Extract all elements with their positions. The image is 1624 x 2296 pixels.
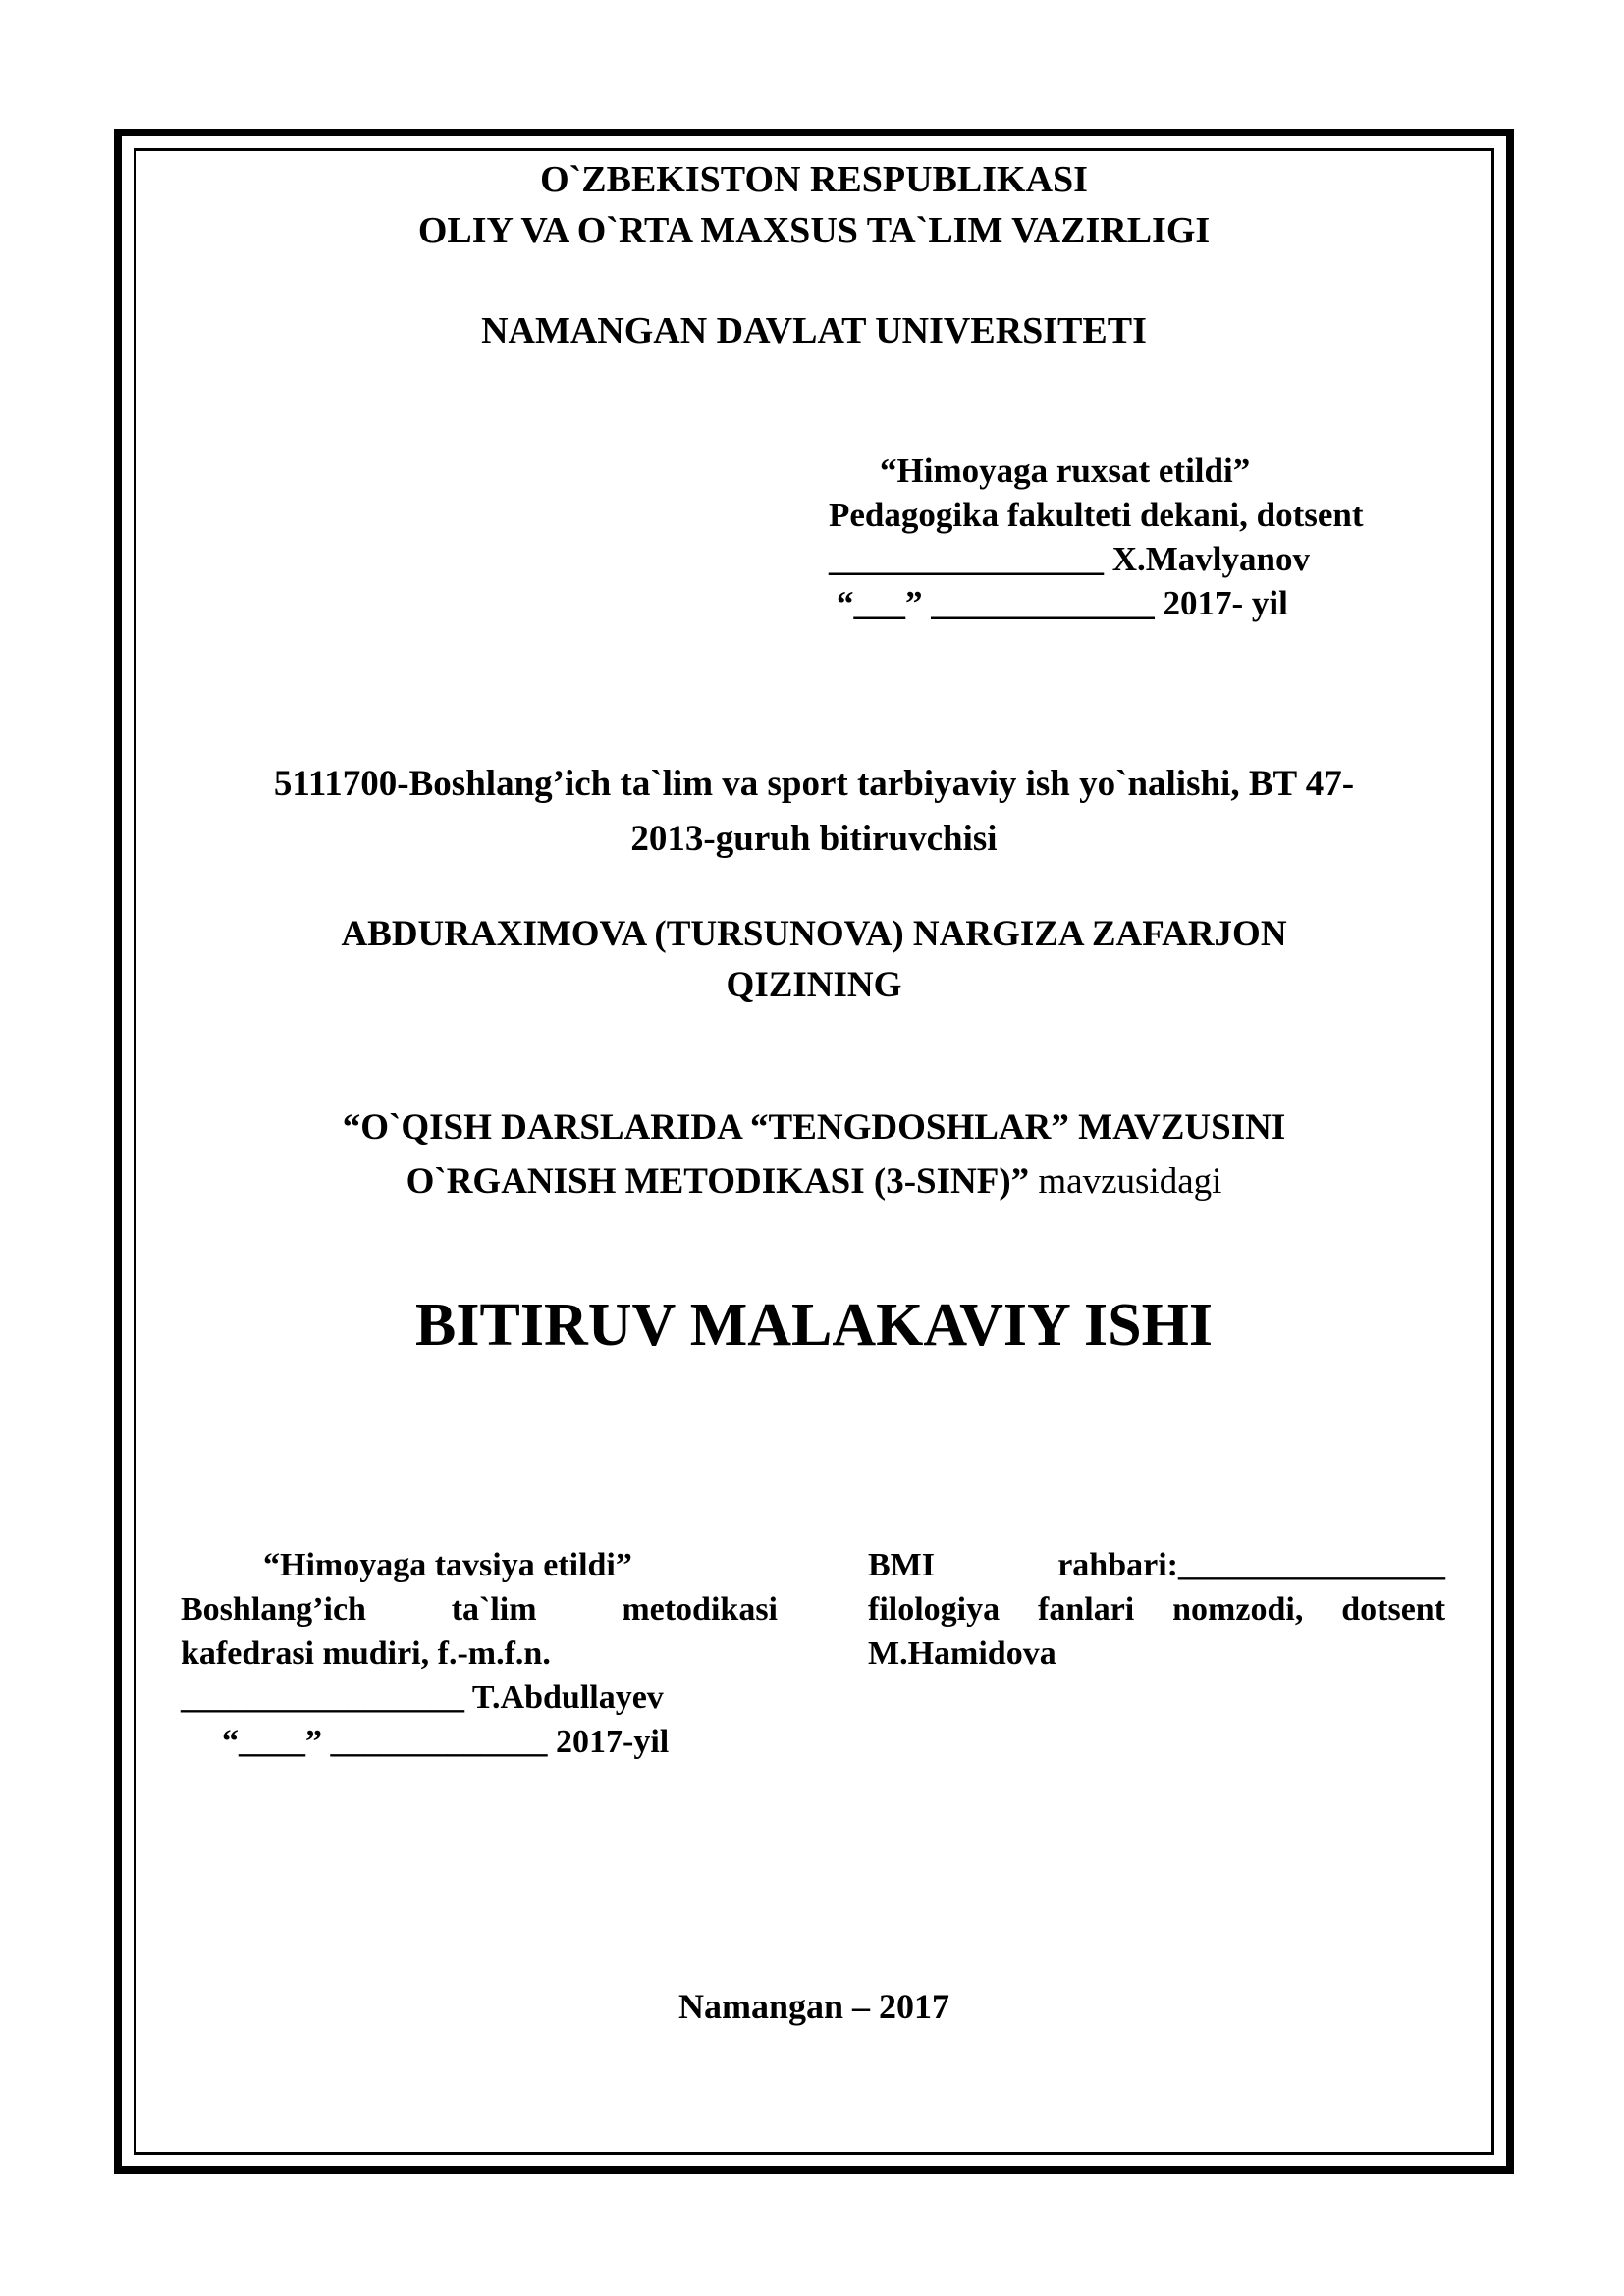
recommendation-quote: “Himoyaga tavsiya etildi” xyxy=(263,1547,632,1583)
approval-signature-line: ________________ X.Mavlyanov xyxy=(829,540,1310,578)
recommendation-dept-line-2: kafedrasi mudiri, f.-m.f.n. xyxy=(181,1635,551,1672)
supervisor-line-2 xyxy=(868,1587,1445,1631)
approval-quote: “Himoyaga ruxsat etildi” xyxy=(880,452,1251,490)
recommendation-dept-line-1 xyxy=(181,1587,778,1631)
supervisor-line-1 xyxy=(868,1543,1445,1587)
ministry-line-2: OLIY VA O`RTA MAXSUS TA`LIM VAZIRLIGI xyxy=(417,210,1211,251)
rec-word-1: Boshlang’ich xyxy=(181,1591,366,1628)
approval-date-line: “___” _____________ 2017- yil xyxy=(837,584,1288,622)
sup-l2-word-2: fanlari xyxy=(1038,1591,1135,1628)
direction-line-1: 5111700-Boshlang’ich ta`lim va sport tarbiyaviy ish yo`nalishi, BT 47- xyxy=(273,764,1355,804)
student-name-line-1: ABDURAXIMOVA (TURSUNOVA) NARGIZA ZAFARJON xyxy=(341,914,1287,954)
topic-line-2 xyxy=(137,1153,1490,1210)
recommendation-signature-line: _________________ T.Abdullayev xyxy=(181,1680,664,1716)
city-year: Namangan – 2017 xyxy=(677,1987,950,2026)
sup-word-1: BMI xyxy=(868,1547,935,1583)
university-name: NAMANGAN DAVLAT UNIVERSITETI xyxy=(481,310,1147,351)
ministry-line-1: O`ZBEKISTON RESPUBLIKASI xyxy=(540,159,1088,200)
supervisor-name: M.Hamidova xyxy=(868,1635,1056,1672)
sup-l2-word-1: filologiya xyxy=(868,1591,1001,1628)
work-title: BITIRUV MALAKAVIY ISHI xyxy=(415,1292,1213,1359)
sup-l2-word-3: nomzodi, xyxy=(1172,1591,1304,1628)
approval-position: Pedagogika fakulteti dekani, dotsent xyxy=(829,496,1364,534)
rec-word-3: metodikasi xyxy=(622,1591,778,1628)
topic-line-2-suffix: mavzusidagi xyxy=(1029,1161,1222,1201)
recommendation-date-line: “____” _____________ 2017-yil xyxy=(222,1724,670,1760)
topic-line-2-bold: O`RGANISH METODIKASI (3-SINF)” xyxy=(406,1161,1030,1201)
topic-line-1: “O`QISH DARSLARIDA “TENGDOSHLAR” MAVZUSINI xyxy=(342,1107,1286,1148)
sup-word-2: rahbari:________________ xyxy=(1057,1547,1445,1583)
student-name-line-2: QIZINING xyxy=(726,965,902,1005)
sup-l2-word-4: dotsent xyxy=(1341,1591,1446,1628)
rec-word-2: ta`lim xyxy=(451,1591,537,1628)
direction-line-2: 2013-guruh bitiruvchisi xyxy=(630,819,998,859)
